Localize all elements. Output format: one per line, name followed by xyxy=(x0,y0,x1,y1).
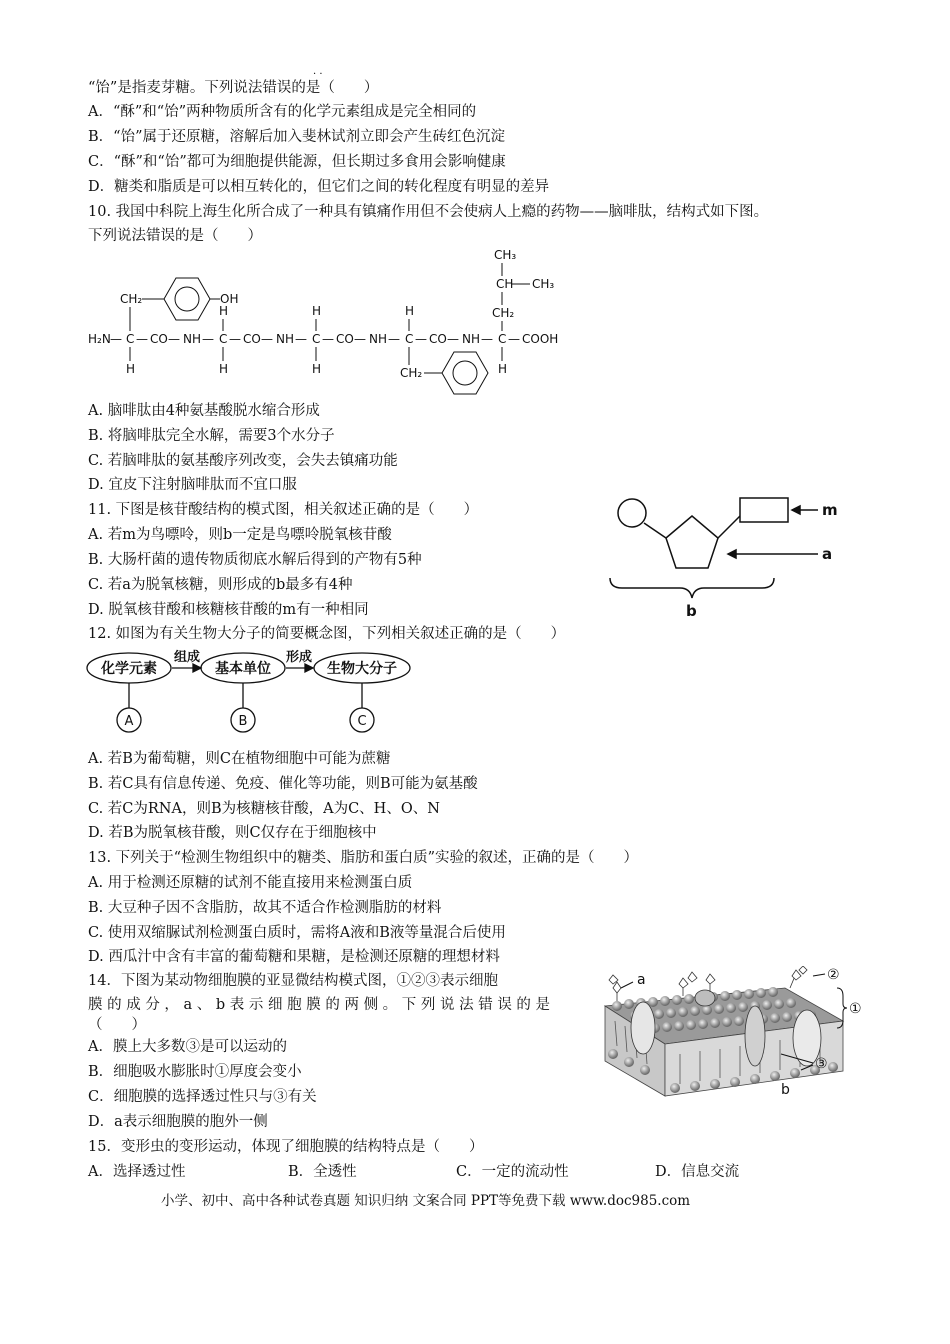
formula-nh2: NH xyxy=(276,332,294,346)
q13-stem: 13. 下列关于“检测生物组织中的糖类、脂肪和蛋白质”实验的叙述，正确的是（ ） xyxy=(88,850,638,866)
circle-label-a: A xyxy=(124,714,134,729)
q14-option-b: B．细胞吸水膨胀时①厚度会变小 xyxy=(88,1064,302,1080)
formula-h: H xyxy=(219,304,229,318)
formula-co3: CO xyxy=(336,332,354,346)
q14-stem-line3: （ ） xyxy=(88,1017,146,1033)
label-b: b xyxy=(686,602,697,620)
formula-cooh: COOH xyxy=(522,332,559,346)
concept-box-elements: 化学元素 xyxy=(101,661,157,677)
label-2: ② xyxy=(827,967,840,983)
label-a: a xyxy=(637,972,646,988)
q10-option-b: B. 将脑啡肽完全水解，需要3个水分子 xyxy=(88,428,335,444)
q12-option-c: C. 若C为RNA，则B为核糖核苷酸，A为C、H、O、N xyxy=(88,801,440,817)
q12-stem: 12. 如图为有关生物大分子的简要概念图，下列相关叙述正确的是（ ） xyxy=(88,626,566,642)
q12-option-a: A. 若B为葡萄糖，则C在植物细胞中可能为蔗糖 xyxy=(88,751,391,767)
arrow-label-compose: 组成 xyxy=(173,650,201,665)
concept-box-macromolecule: 生物大分子 xyxy=(327,661,397,677)
formula-h: H xyxy=(405,304,415,318)
circle-label-b: B xyxy=(238,714,248,729)
formula-dash: — xyxy=(229,332,241,346)
formula-ch: CH xyxy=(496,277,514,291)
q11-option-b: B. 大肠杆菌的遗传物质彻底水解后得到的产物有5种 xyxy=(88,552,422,568)
formula-h2n: H₂N xyxy=(88,332,111,346)
arrow-label-form: 形成 xyxy=(285,650,313,665)
label-m: m xyxy=(822,501,838,519)
circle-label-c: C xyxy=(357,714,367,729)
q13-option-c: C. 使用双缩脲试剂检测蛋白质时，需将A液和B液等量混合后使用 xyxy=(88,925,506,941)
formula-dash: — xyxy=(110,332,122,346)
q15-option-b: B．全透性 xyxy=(288,1164,357,1180)
q13-option-b: B. 大豆种子因不含脂肪，故其不适合作检测脂肪的材料 xyxy=(88,900,442,916)
formula-co4: CO xyxy=(429,332,447,346)
formula-nh3: NH xyxy=(369,332,387,346)
formula-h: H xyxy=(498,362,508,376)
q11-option-a: A. 若m为鸟嘌呤，则b一定是鸟嘌呤脱氧核苷酸 xyxy=(88,527,392,543)
page-footer: 小学、初中、高中各种试卷真题 知识归纳 文案合同 PPT等免费下载 www.doc985.com xyxy=(161,1193,691,1209)
formula-h: H xyxy=(219,362,229,376)
formula-dash: — xyxy=(202,332,214,346)
q10-stem-line1: 10. 我国中科院上海生化所合成了一种具有镇痛作用但不会使病人上瘾的药物——脑啡肽，结构式如下图。 xyxy=(88,204,769,220)
formula-dash: — xyxy=(481,332,493,346)
enkephalin-structure-formula xyxy=(80,245,580,395)
q12-option-d: D. 若B为脱氧核苷酸，则C仅存在于细胞核中 xyxy=(88,825,377,841)
q14-option-a: A．膜上大多数③是可以运动的 xyxy=(88,1039,287,1055)
q11-option-d: D. 脱氧核苷酸和核糖核苷酸的m有一种相同 xyxy=(88,602,369,618)
q14-option-c: C．细胞膜的选择透过性只与③有关 xyxy=(88,1089,317,1105)
concept-box-units: 基本单位 xyxy=(215,661,271,677)
formula-dash: — xyxy=(295,332,307,346)
formula-nh4: NH xyxy=(462,332,480,346)
label-b: b xyxy=(781,1082,790,1098)
q15-stem: 15．变形虫的变形运动，体现了细胞膜的结构特点是（ ） xyxy=(88,1139,484,1155)
formula-dash: — xyxy=(447,332,459,346)
label-3: ③ xyxy=(815,1056,828,1072)
formula-dash: — xyxy=(322,332,334,346)
formula-nh1: NH xyxy=(183,332,201,346)
emphasis-dots: · · xyxy=(313,69,323,80)
q11-stem: 11. 下图是核苷酸结构的模式图，相关叙述正确的是（ ） xyxy=(88,502,479,518)
formula-dash: — xyxy=(388,332,400,346)
formula-dash: — xyxy=(168,332,180,346)
q13-option-a: A. 用于检测还原糖的试剂不能直接用来检测蛋白质 xyxy=(88,875,413,891)
q9-option-c: C．“酥”和“饴”都可为细胞提供能源，但长期过多食用会影响健康 xyxy=(88,154,506,170)
formula-dash: — xyxy=(415,332,427,346)
q9-option-a: A．“酥”和“饴”两种物质所含有的化学元素组成是完全相同的 xyxy=(88,104,477,120)
q14-option-d: D．a表示细胞膜的胞外一侧 xyxy=(88,1114,268,1130)
formula-co2: CO xyxy=(243,332,261,346)
formula-dash: — xyxy=(136,332,148,346)
formula-ch3-right: CH₃ xyxy=(532,277,555,291)
label-1: ① xyxy=(849,1001,862,1017)
q12-option-b: B. 若C具有信息传递、免疫、催化等功能，则B可能为氨基酸 xyxy=(88,776,478,792)
formula-oh: OH xyxy=(220,292,239,306)
formula-ch2: CH₂ xyxy=(400,366,423,380)
formula-ch3-top: CH₃ xyxy=(494,248,517,262)
q15-option-c: C．一定的流动性 xyxy=(456,1164,569,1180)
q11-option-c: C. 若a为脱氧核糖，则形成的b最多有4种 xyxy=(88,577,353,593)
q10-stem-line2: 下列说法错误的是（ ） xyxy=(88,228,262,244)
q9-stem: “饴”是指麦芽糖。下列说法错误的是（ ） xyxy=(88,80,379,96)
formula-c5: C xyxy=(498,332,507,346)
formula-co1: CO xyxy=(150,332,168,346)
macromolecule-concept-map xyxy=(85,648,415,740)
formula-c1: C xyxy=(126,332,135,346)
nucleotide-diagram xyxy=(600,488,850,623)
formula-h: H xyxy=(312,362,322,376)
q15-option-a: A．选择透过性 xyxy=(88,1164,186,1180)
q9-option-b: B．“饴”属于还原糖，溶解后加入斐林试剂立即会产生砖红色沉淀 xyxy=(88,129,505,145)
formula-c3: C xyxy=(312,332,321,346)
formula-h: H xyxy=(126,362,136,376)
formula-c4: C xyxy=(405,332,414,346)
q14-stem-line1: 14．下图为某动物细胞膜的亚显微结构模式图，①②③表示细胞 xyxy=(88,973,498,989)
q10-option-d: D. 宜皮下注射脑啡肽而不宜口服 xyxy=(88,477,297,493)
q10-option-a: A. 脑啡肽由4种氨基酸脱水缩合形成 xyxy=(88,403,320,419)
formula-h: H xyxy=(312,304,322,318)
formula-dash: — xyxy=(354,332,366,346)
q15-option-d: D．信息交流 xyxy=(655,1164,740,1180)
formula-dash: — xyxy=(261,332,273,346)
formula-c2: C xyxy=(219,332,228,346)
formula-ch2: CH₂ xyxy=(492,306,515,320)
q13-option-d: D. 西瓜汁中含有丰富的葡萄糖和果糖，是检测还原糖的理想材料 xyxy=(88,949,500,965)
formula-dash: — xyxy=(508,332,520,346)
formula-ch2: CH₂ xyxy=(120,292,143,306)
label-a: a xyxy=(822,545,833,563)
cell-membrane-diagram xyxy=(585,966,875,1116)
q14-stem-line2: 膜 的 成 分 ， a 、 b 表 示 细 胞 膜 的 两 侧 。 下 列 说 法 错 误 的 是 xyxy=(88,997,551,1013)
q10-option-c: C. 若脑啡肽的氨基酸序列改变，会失去镇痛功能 xyxy=(88,453,398,469)
q9-option-d: D．糖类和脂质是可以相互转化的，但它们之间的转化程度有明显的差异 xyxy=(88,179,550,195)
